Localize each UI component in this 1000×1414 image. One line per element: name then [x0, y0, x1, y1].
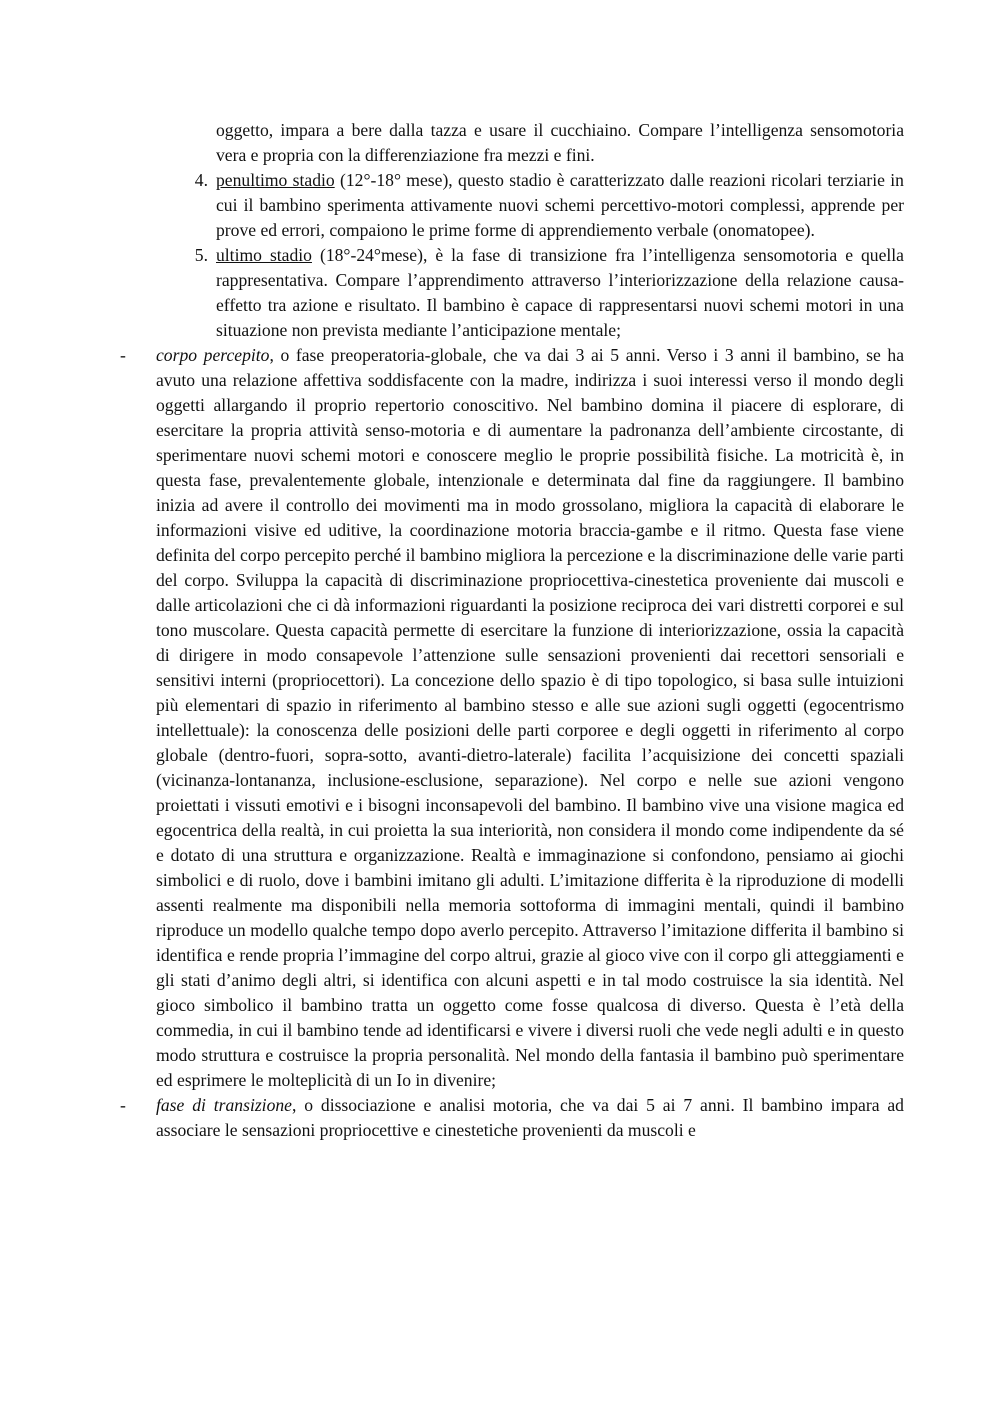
list-number: 5. — [194, 245, 208, 265]
stage-term: ultimo stadio — [216, 245, 312, 265]
stage-description: (12°-18° mese), questo stadio è caratterizzato dalle reazioni ricolari terziarie in cui il bambino sperimenta attivamente nuovi schemi percettivo-motori complessi, apprende per prove ed errori, compaiono le prime forme di apprendiemento verbale (onomatopee). — [216, 170, 904, 240]
phase-description: , o dissociazione e analisi motoria, che va dai 5 ai 7 anni. Il bambino impara ad associare le sensazioni propriocettive e cinestetiche provenienti da muscoli e — [156, 1095, 904, 1140]
phase-term: corpo percepito — [156, 345, 270, 365]
numbered-item-4 — [194, 168, 904, 243]
list-item-text — [216, 168, 904, 243]
stage-term: penultimo stadio — [216, 170, 335, 190]
dash-item-corpo-percepito — [120, 343, 905, 1093]
list-item-text — [216, 243, 904, 343]
dash-item-fase-di-transizione — [120, 1093, 904, 1143]
numbered-item-5 — [194, 243, 904, 343]
list-item-text — [156, 343, 904, 1093]
continuation-paragraph: oggetto, impara a bere dalla tazza e usare il cucchiaino. Compare l’intelligenza sensomotoria vera e propria con la differenziazione fra mezzi e fini. — [216, 120, 904, 165]
dash-bullet: - — [120, 345, 126, 365]
document-page — [0, 118, 1000, 1143]
dash-bullet: - — [120, 1095, 126, 1115]
list-number: 4. — [194, 170, 208, 190]
list-item-text — [156, 1093, 904, 1143]
stage-description: (18°-24°mese), è la fase di transizione fra l’intelligenza sensomotoria e quella rappresentativa. Compare l’apprendimento attraverso l’interiorizzazione della relazione causa-effetto tra azione e risultato. Il bambino è capace di rappresentarsi nuovi schemi motori in una situazione non prevista mediante l’anticipazione mentale; — [216, 245, 904, 340]
phase-description: , o fase preoperatoria-globale, che va dai 3 ai 5 anni. Verso i 3 anni il bambino, se ha avuto una relazione affettiva soddisfacente con la madre, indirizza i suoi interessi verso il mondo degli oggetti allargando il proprio repertorio conoscitivo. Nel bambino domina il piacere di esplorare, di esercitare la propria attività senso-motoria e di aumentare la padronanza dell’ambiente circostante, di sperimentare nuovi schemi motori e conoscere meglio le proprie possibilità fisiche. La motricità è, in questa fase, prevalentemente globale, intenzionale e determinata dal fine da raggiungere. Il bambino inizia ad avere il controllo dei movimenti ma in modo grossolano, migliora la capacità di elaborare le informazioni visive ed uditive, la coordinazione motoria braccia-gambe e il ritmo. Questa fase viene definita del corpo percepito perché il bambino migliora la percezione e la discriminazione delle varie parti del corpo. Sviluppa la capacità di discriminazione propriocettiva-cinestetica proveniente dai muscoli e dalle articolazioni che ci dà informazioni riguardanti la posizione reciproca dei vari distretti corporei e sul tono muscolare. Questa capacità permette di esercitare la funzione di interiorizzazione, ossia la capacità di dirigere in modo consapevole l’attenzione sulle sensazioni provenienti dai recettori sensoriali e sensitivi interni (propriocettori). La concezione dello spazio è di tipo topologico, si basa sulle intuizioni più elementari di spazio in riferimento al bambino stesso e alle sue azioni sugli oggetti (egocentrismo intellettuale): la conoscenza delle posizioni delle parti corporee e degli oggetti in riferimento al corpo globale (dentro-fuori, sopra-sotto, avanti-dietro-laterale) facilita l’acquisizione dei concetti spaziali (vicinanza-lontananza, inclusione-esclusione, separazione). Nel corpo e nelle sue azioni vengono proiettati i vissuti emotivi e i bisogni inconsapevoli del bambino. Il bambino vive una visione magica ed egocentrica della realtà, in cui proietta la sua interiorità, non considera il mondo come indipendente da sé e dotato di una struttura e organizzazione. Realtà e immaginazione si confondono, pensiamo ai giochi simbolici e di ruolo, dove i bambini imitano gli adulti. L’imitazione differita è la riproduzione di modelli assenti realmente ma disponibili nella memoria sottoforma di immagini mentali, quindi il bambino riproduce un modello qualche tempo dopo averlo percepito. Attraverso l’imitazione differita il bambino si identifica e rende propria l’immagine del corpo altrui, grazie al gioco vive con il corpo gli atteggiamenti e gli stati d’animo degli altri, si identifica con alcuni aspetti e in tal modo costruisce la sia identità. Nel gioco simbolico il bambino tratta un oggetto come fosse qualcosa di diverso. Questa è l’età della commedia, in cui il bambino tende ad identificarsi e vivere i diversi ruoli che vede negli adulti e in questo modo struttura e costruisce la propria personalità. Nel mondo della fantasia il bambino può sperimentare ed esprimere le molteplicità di un Io in divenire; — [156, 345, 905, 1090]
phase-term: fase di transizione — [156, 1095, 292, 1115]
